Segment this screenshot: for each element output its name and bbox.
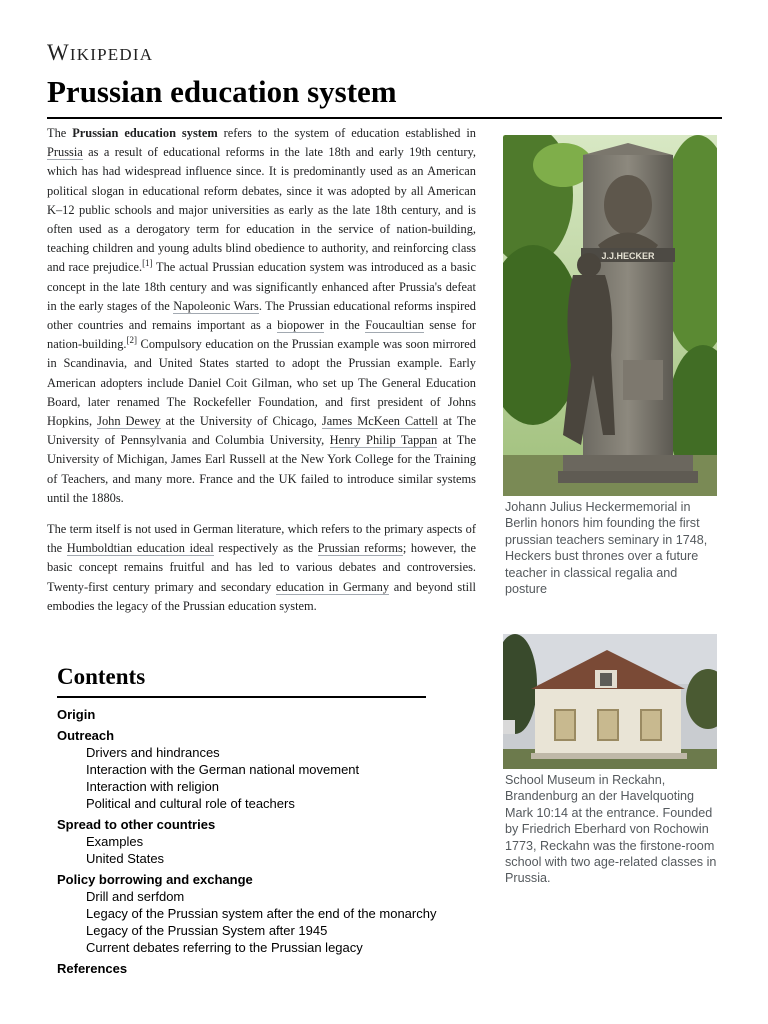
toc-subsection[interactable]: Drill and serfdom <box>86 889 185 904</box>
body-text: sense for nation-building. <box>47 318 476 352</box>
body-text: respectively as the <box>213 541 318 556</box>
body-text: as a result of educational reforms in the late 18th and early 19th century, which has had widespread influence since. It is predominantly used as an American political slogan in educational reform debates, since it was adopted by all American K–12 public schools and major universities as early as the late 18th century, and is often used as a derogatory term for education in the service of nation-building, teaching children and young adults blind obedience to authority, and reinforcing class and race prejudice. <box>47 145 476 275</box>
toc-subsection[interactable]: Drivers and hindrances <box>86 745 220 760</box>
body-text: at The University of Pennsylvania and Columbia University, <box>47 414 476 448</box>
hecker-memorial-photo[interactable] <box>503 135 717 496</box>
toc-subsection[interactable]: Legacy of the Prussian System after 1945 <box>86 923 328 938</box>
school-museum-photo[interactable] <box>503 634 717 769</box>
body-text: at the University of Chicago, <box>160 414 322 429</box>
toc-title: Contents <box>57 664 146 689</box>
body-text: in the <box>324 318 366 333</box>
toc-subsection[interactable]: Interaction with the German national movement <box>86 762 360 777</box>
wordmark-initial: W <box>47 40 70 65</box>
figure-school-museum <box>503 634 717 887</box>
toc-subsection[interactable]: Interaction with religion <box>86 779 219 794</box>
article-link[interactable]: Prussian reforms <box>317 541 403 556</box>
toc-list <box>57 706 437 977</box>
title-divider <box>47 117 722 119</box>
body-text: The term itself is not used in German literature, which refers to the primary aspects of the <box>47 522 476 556</box>
memorial-inscription: J.J.HECKER <box>601 251 655 261</box>
bold-term: Prussian education system <box>72 126 218 140</box>
toc-subsection[interactable]: Political and cultural role of teachers <box>86 796 295 811</box>
figure-caption: Johann Julius Heckermemorial in Berlin honors him founding the first prussian teachers seminary in 1748, Heckers bust thrones over a future teacher in classical regalia and posture <box>505 500 708 597</box>
toc-section[interactable]: Origin <box>57 707 96 722</box>
citation-ref[interactable]: [1] <box>142 258 153 269</box>
article-link[interactable]: biopower <box>277 318 325 333</box>
article-link[interactable]: John Dewey <box>97 414 161 429</box>
school-museum-image <box>503 634 717 769</box>
toc-section[interactable]: Spread to other countries <box>57 817 216 832</box>
article-link[interactable]: education in Germany <box>275 579 390 594</box>
body-text: The actual Prussian education system was introduced as a basic concept in the late 18th century and was significantly enhanced after Prussia's defeat in the early stages of the <box>47 260 477 313</box>
toc-section[interactable]: Outreach <box>57 728 115 743</box>
article-link[interactable]: James McKeen Cattell <box>321 414 438 429</box>
article-body <box>47 124 476 628</box>
toc-section[interactable]: Policy borrowing and exchange <box>57 872 253 887</box>
article-link[interactable]: Prussia <box>47 145 83 160</box>
lead-paragraph-1 <box>47 124 476 508</box>
toc-subsection[interactable]: United States <box>86 851 165 866</box>
figure-hecker-memorial <box>503 135 717 597</box>
body-text: refers to the system of education established in <box>217 126 476 140</box>
toc-subsection[interactable]: Legacy of the Prussian system after the end of the monarchy <box>86 906 437 921</box>
toc-subsection[interactable]: Current debates referring to the Prussian legacy <box>86 940 363 955</box>
body-text: and beyond still embodies the legacy of the Prussian education system. <box>47 579 476 613</box>
body-text: The <box>47 126 73 140</box>
page-title: Prussian education system <box>47 74 397 109</box>
wikipedia-wordmark[interactable] <box>47 40 153 66</box>
article-link[interactable]: Humboldtian education ideal <box>66 541 214 556</box>
article-link[interactable]: Henry Philip Tappan <box>329 433 438 448</box>
body-text: . The Prussian educational reforms inspired other countries and remains important as a <box>47 298 476 333</box>
toc-divider <box>57 696 426 698</box>
body-text: ; however, the basic concept remains fruitful and has led to various debates and controversies. Twenty-first century primary and secondary <box>47 541 476 594</box>
body-text: Compulsory education on the Prussian example was soon mirrored in Scandinavia, and United States started to adopt the Prussian example. Early American adopters include Daniel Coit Gilman, who set up The General Education Board, later renamed The Rockefeller Foundation, and first president of Johns Hopkins, <box>47 337 476 429</box>
toc-section[interactable]: References <box>57 961 128 976</box>
article-link[interactable]: Napoleonic Wars <box>173 298 259 313</box>
hecker-memorial-image <box>503 135 717 496</box>
citation-ref[interactable]: [2] <box>126 335 137 346</box>
toc-subsection[interactable]: Examples <box>86 834 144 849</box>
lead-paragraph-2 <box>47 520 476 616</box>
wordmark-rest: IKIPEDIA <box>69 45 154 64</box>
table-of-contents <box>57 664 437 977</box>
figure-caption: School Museum in Reckahn, Brandenburg an der Havelquoting Mark 10:14 at the entrance. Founded by Friedrich Eberhard von Rochowin 1773, Reckahn was the firstone-room school with two age-related classes in Prussia. <box>505 773 717 886</box>
article-link[interactable]: Foucaultian <box>365 318 424 333</box>
body-text: at The University of Michigan, James Earl Russell at the New York College for the Training of Teachers, and many more. France and the UK failed to introduce similar systems until the 1880s. <box>47 433 476 505</box>
